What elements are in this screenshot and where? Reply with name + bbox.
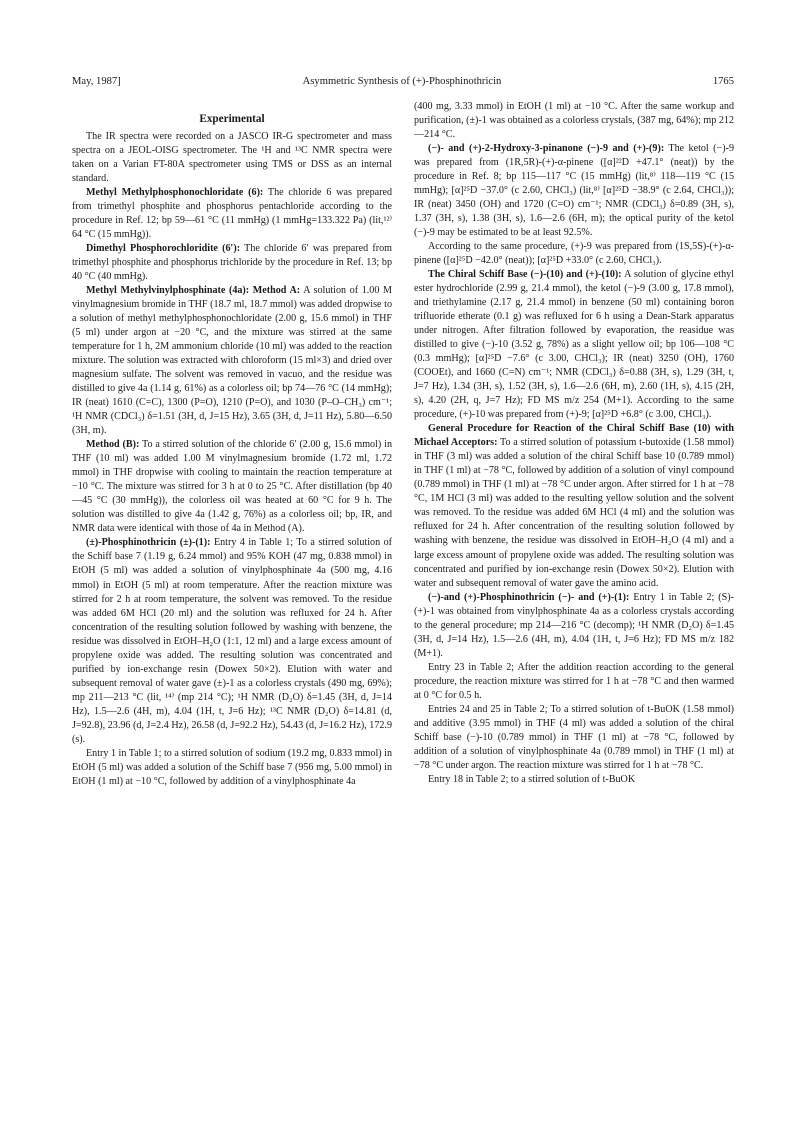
paragraph-heading: The Chiral Schiff Base (−)-(10) and (+)-(10): bbox=[428, 269, 622, 281]
paragraph-text: Entry 18 in Table 2; to a stirred solution of t-BuOK bbox=[428, 773, 636, 785]
paragraph bbox=[414, 422, 734, 590]
paragraph-text: Entry 23 in Table 2; After the addition reaction according to the general procedure, the reaction mixture was stirred for 1 h at −78 °C and then warmed at 0 °C for 0.5 h. bbox=[414, 661, 734, 701]
paragraph-text: The ketol (−)-9 was prepared from (1R,5R)-(+)-α-pinene ([α]²²D +47.1° (neat)) by the procedure in Ref. 8; bp 115—117 °C (15 mmHg) (lit,⁸⁾ 118—119 °C (15 mmHg); [α]²⁵D −37.0° (c 2.60, CHCl₃) (lit,⁸⁾ [α]²⁵D −38.9° (c 2.64, CHCl₃)); IR (neat) 3450 (OH) and 1720 (C=O) cm⁻¹; NMR (CDCl₃) δ=0.89 (3H, s), 1.37 (3H, s), 1.38 (3H, s), 1.6—2.6 (6H, m); the optical purity of the ketol (−)-9 may be estimated to be at least 92.5%. bbox=[414, 143, 734, 239]
paragraph-heading: Methyl Methylphosphonochloridate (6): bbox=[86, 187, 264, 199]
paragraph-text: Entries 24 and 25 in Table 2; To a stirred solution of t-BuOK (1.58 mmol) and additive (3.95 mmol) in THF (4 ml) was added a solution of the chiral Schiff base (−)-10 (0.789 mmol) in THF (1 ml) at −78 °C, followed by addition of a solution of vinylphosphinate 4a (0.789 mmol) in THF (1 ml) at −78 °C under argon. The reaction mixture was stirred for 1 h at −78 °C. bbox=[414, 703, 734, 771]
paragraph bbox=[72, 747, 392, 789]
paragraph bbox=[72, 242, 392, 284]
paragraph-text: Entry 1 in Table 1; to a stirred solution of sodium (19.2 mg, 0.833 mmol) in EtOH (5 ml) was added a solution of the Schiff base 7 (956 mg, 5.00 mmol) in EtOH (1 ml) at −10 °C, followed by addition of a vinylphosphinate 4a bbox=[72, 747, 392, 787]
paragraph bbox=[72, 130, 392, 186]
paragraph-heading: (±)-Phosphinothricin (±)-(1): bbox=[86, 537, 211, 549]
running-head bbox=[72, 74, 732, 90]
paragraph-text: (400 mg, 3.33 mmol) in EtOH (1 ml) at −10 °C. After the same workup and purification, (±)-1 was obtained as a colorless crystals, (387 mg, 64%); mp 212—214 °C. bbox=[414, 101, 734, 141]
paragraph-text: Entry 1 in Table 2; (S)-(+)-1 was obtained from vinylphosphinate 4a as a colorless crystals according to the general procedure; mp 214—216 °C (decomp); ¹H NMR (D₂O) δ=1.45 (3H, d, J=14 Hz), 1.5—2.6 (4H, m), 4.04 (1H, t, J=6 Hz); FD MS m/z 182 (M+1). bbox=[414, 591, 734, 659]
paragraph bbox=[414, 591, 734, 661]
paragraph bbox=[72, 536, 392, 746]
paragraph-text: The chloride 6′ was prepared from trimethyl phosphite and phosphorus trichloride by the procedure in Ref. 13; bp 40 °C (40 mmHg). bbox=[72, 243, 393, 283]
header-title: Asymmetric Synthesis of (+)-Phosphinothricin bbox=[302, 76, 502, 87]
paragraph-heading: Method (B): bbox=[86, 439, 140, 451]
paragraph-heading: (−)- and (+)-2-Hydroxy-3-pinanone (−)-9 and (+)-(9): bbox=[428, 143, 665, 155]
paragraph bbox=[414, 773, 734, 787]
right-column bbox=[414, 100, 734, 787]
paragraph bbox=[414, 240, 734, 268]
paragraph-text: Entry 4 in Table 1; To a stirred solution of the Schiff base 7 (1.19 g, 6.24 mmol) and 95% KOH (47 mg, 0.838 mmol) in EtOH (5 ml) was added a solution of vinylphosphinate 4a (500 mg, 4.16 mmol) in EtOH (5 ml) at room temperature. After the reaction mixture was stirred for 2 h at room temperature, the solvent was removed. To the residue was added 6M HCl (20 ml) and the solution was refluxed for 24 h. After concentration of the resulting solution followed by washing with benzene, the residue was dissolved in EtOH–H₂O (1:1, 12 ml) and a large excess amount of propylene oxide was added. The resulting solution was concentrated and purified by ion-exchange resin (Dowex 50×2). Elution with water and subsequent removal of water gave (±)-1 as a colorless crystals (490 mg, 69%); mp 211—213 °C (lit, ¹⁴⁾ (mp 214 °C); ¹H NMR (D₂O) δ=1.45 (3H, d, J=14 Hz), 1.5—2.6 (4H, m), 4.04 (1H, t, J=6 Hz); ¹³C NMR (D₂O) δ=14.81 (d, J=92.8), 23.96 (d, J=2.4 Hz), 26.58 (d, J=92.2 Hz), 54.43 (d, J=16.2 Hz), 172.9 (s). bbox=[72, 537, 392, 745]
paragraph-text: To a stirred solution of the chloride 6′ (2.00 g, 15.6 mmol) in THF (10 ml) was added 1.00 M vinylmagnesium bromide (1.72 ml, 1.72 mmol) in THF dropwise with cooling to maintain the reaction temperature at −10 °C. The mixture was stirred for 3 h at 0 to 25 °C. After distillation (bp 40—45 °C (30 mmHg)), the colorless oil was heated at 60 °C for 9 h. The solution was distilled to give 4a (1.42 g, 76%) as a colorless oil; bp, IR, and NMR data were identical with those of 4a in Method (A). bbox=[72, 439, 392, 535]
paragraph-heading: Dimethyl Phosphorochloridite (6′): bbox=[86, 243, 241, 255]
paragraph bbox=[414, 661, 734, 703]
header-date: May, 1987] bbox=[72, 76, 121, 87]
paragraph bbox=[414, 100, 734, 142]
paragraph-text: The IR spectra were recorded on a JASCO IR-G spectrometer and mass spectra on a JEOL-OISG spectrometer. The ¹H and ¹³C NMR spectra were taken on a Varian FT-80A spectrometer using TMS or DSS as an internal standard. bbox=[72, 131, 392, 185]
paragraph bbox=[414, 703, 734, 773]
page-number: 1765 bbox=[712, 76, 734, 87]
paragraph bbox=[72, 186, 392, 242]
paragraph bbox=[72, 284, 392, 438]
paragraph-heading: (−)-and (+)-Phosphinothricin (−)- and (+)-(1): bbox=[428, 591, 630, 603]
left-column bbox=[72, 100, 392, 789]
paragraph-text: According to the same procedure, (+)-9 was prepared from (1S,5S)-(+)-α-pinene ([α]²⁵D −42.0° (neat)); [α]²⁵D +33.0° (c 2.60, CHCl₃). bbox=[414, 241, 734, 267]
section-title: Experimental bbox=[199, 113, 265, 125]
paragraph-text: A solution of 1.00 M vinylmagnesium bromide in THF (18.7 ml, 18.7 mmol) was added dropwise to a solution of methyl methylphosphonochloridate (2.00 g, 15.6 mmol) in THF (5 ml) under argon at −20 °C, and the mixture was stirred at the same temperature for 1 h, 2M ammonium chloride (10 ml) was added to the reaction mixture. The solution was extracted with chloroform (15 ml×3) and dried over magnesium sulfate. The solvent was removed in vacuo, and the residue was distilled to give 4a (1.14 g, 61%) as a colorless oil; bp 74—76 °C (14 mmHg); IR (neat) 1610 (C=C), 1300 (P=O), 1210 (P=O), and 1030 (P–O–CH₃) cm⁻¹; ¹H NMR (CDCl₃) δ=1.51 (3H, d, J=15 Hz), 3.65 (3H, d, J=11 Hz), 5.80—6.50 (3H, m). bbox=[72, 285, 392, 437]
paragraph-heading: Methyl Methylvinylphosphinate (4a): Method A: bbox=[86, 285, 301, 297]
paragraph-text: The chloride 6 was prepared from trimethyl phosphite and phosphorus pentachloride according to the procedure in Ref. 12; bp 59—61 °C (11 mmHg) (1 mmHg=133.322 Pa) (lit,¹²⁾ 64 °C (15 mmHg)). bbox=[72, 187, 392, 241]
paragraph-heading: General Procedure for Reaction of the Chiral Schiff Base (10) with Michael Acceptors: bbox=[414, 423, 734, 449]
paragraph-text: A solution of glycine ethyl ester hydrochloride (2.99 g, 21.4 mmol), the ketol (−)-9 (3.00 g, 17.8 mmol), and triethylamine (2.17 g, 21.4 mmol) in benzene (50 ml) containing boron trifluoride etherate (0.1 g) was refluxed for 6 h using a Dean-Stark apparatus under nitrogen. After filtration followed by evaporation, the reasidue was distilled to give (−)-10 (3.52 g, 78%) as a slight yellow oil; bp 106—108 °C (0.3 mmHg); [α]²⁵D −7.6° (c 3.00, CHCl₃); IR (neat) 3250 (OH), 1760 (COOEt), and 1660 (C=N) cm⁻¹; NMR (CDCl₃) δ=0.88 (3H, s), 1.29 (3H, t, J=7 Hz), 1.34 (3H, s), 1.52 (3H, s), 1.6—2.6 (6H, m), 2.60 (1H, s), 4.15 (2H, s), 4.20 (2H, q, J=7 Hz); FD MS m/z 254 (M+1). According to the same procedure, (+)-10 was prepared from (+)-9; [α]²⁵D +6.8° (c 3.00, CHCl₃). bbox=[414, 269, 734, 421]
paragraph bbox=[414, 142, 734, 240]
paragraph bbox=[72, 438, 392, 536]
paragraph-text: To a stirred solution of potassium t-butoxide (1.58 mmol) in THF (3 ml) was added a solution of the chiral Schiff base 10 (0.789 mmol) in THF (1 ml) at −78 °C, followed by addition of a solution of vinyl compound (0.789 mmol) in THF (1 ml) at −78 °C under argon. After stirred for 1 h at −78 °C, 1M HCl (3 ml) was added to the resulting yellow solution and the solvent was removed. To the residue was added 6M HCl (4 ml) and the solution was refluxed for 24 h. After concentration of the resulting solution followed by washing with benzene, the residue was dissolved in EtOH–H₂O (4 ml) and a large excess amount of propylene oxide was added. The resulting solution was concentrated and purified by ion-exchange resin (Dowex 50×2). Elution with water and subsequent removal of water gave the amino acid. bbox=[414, 437, 735, 589]
paragraph bbox=[414, 268, 734, 422]
